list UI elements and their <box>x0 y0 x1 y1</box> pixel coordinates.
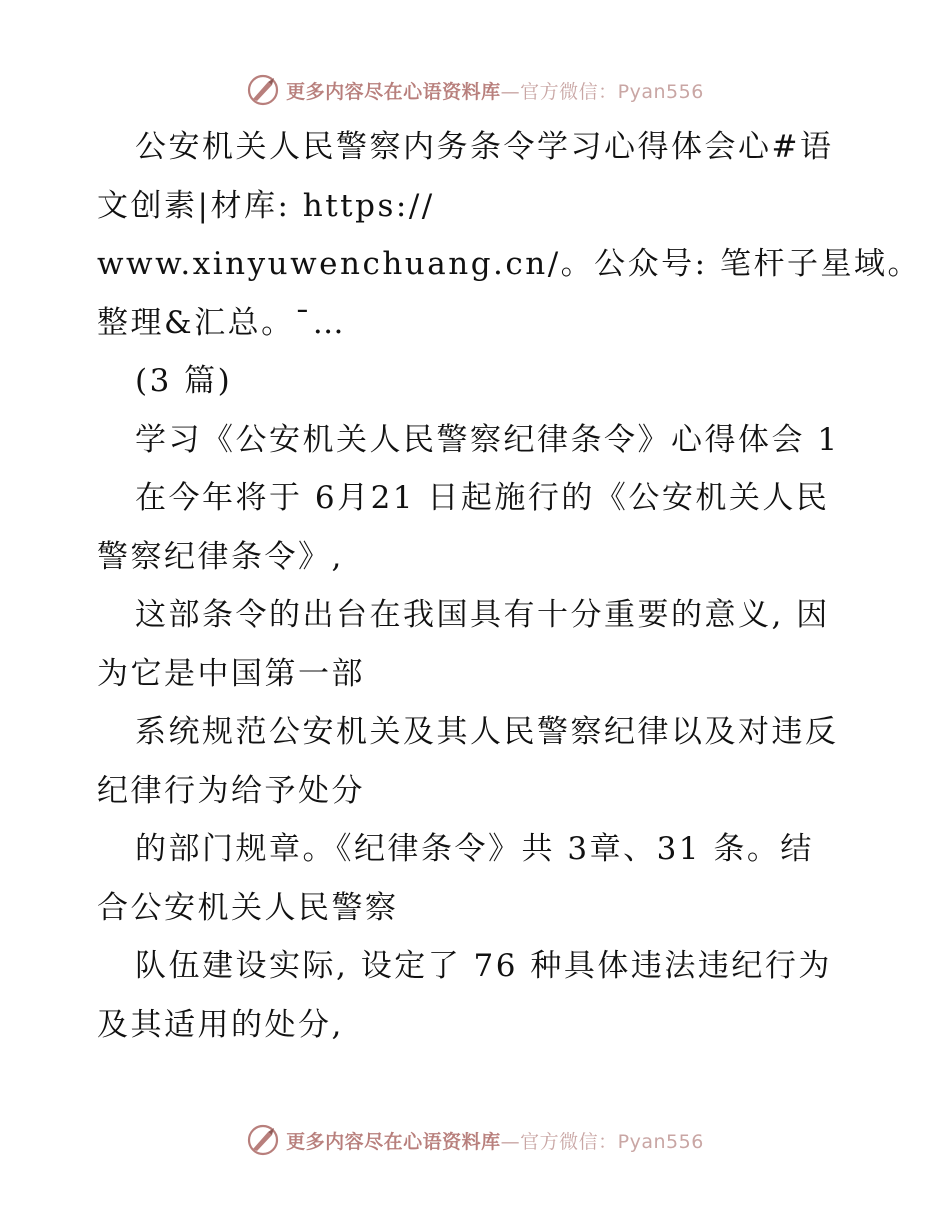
doc-title-line-2: 文创素|材库: https:// <box>97 187 435 224</box>
watermark-suffix: —官方微信：Pyan556 <box>500 1130 704 1153</box>
document-body <box>97 118 921 1054</box>
watermark-brand: 更多内容尽在心语资料库 <box>286 80 501 103</box>
watermark-suffix: —官方微信：Pyan556 <box>500 80 704 103</box>
paragraph-line: 及其适用的处分, <box>97 1006 344 1043</box>
paragraph-line: 这部条令的出台在我国具有十分重要的意义, 因 <box>135 597 830 633</box>
watermark-text <box>286 77 704 104</box>
section-heading: 学习《公安机关人民警察纪律条令》心得体会 1 <box>135 421 840 458</box>
footer-watermark <box>0 1120 950 1160</box>
quill-pen-logo-icon <box>246 73 280 107</box>
watermark-brand: 更多内容尽在心语资料库 <box>286 1130 501 1153</box>
doc-title-line-3: www.xinyuwenchuang.cn/。公众号: 笔杆子星域。 <box>97 246 921 282</box>
quill-pen-logo-icon <box>246 1123 280 1157</box>
paragraph-line: 纪律行为给予处分 <box>97 772 365 809</box>
paragraph-line: 的部门规章。《纪律条令》共 3章、31 条。结 <box>135 831 814 867</box>
paragraph-line: 警察纪律条令》, <box>97 538 344 575</box>
doc-title-line-1: 公安机关人民警察内务条令学习心得体会心#语 <box>135 129 834 165</box>
paragraph-line: 系统规范公安机关及其人民警察纪律以及对违反 <box>135 714 839 750</box>
paragraph-line: 合公安机关人民警察 <box>97 889 399 926</box>
header-watermark <box>0 70 950 110</box>
doc-title-line-4: 整理&汇总。¯… <box>97 304 347 341</box>
paragraph-line: 队伍建设实际, 设定了 76 种具体违法违纪行为 <box>135 948 832 984</box>
paragraph-line: 为它是中国第一部 <box>97 655 365 692</box>
watermark-text <box>286 1127 704 1154</box>
doc-count-line: (3 篇) <box>135 363 233 399</box>
paragraph-line: 在今年将于 6月21 日起施行的《公安机关人民 <box>135 480 830 516</box>
